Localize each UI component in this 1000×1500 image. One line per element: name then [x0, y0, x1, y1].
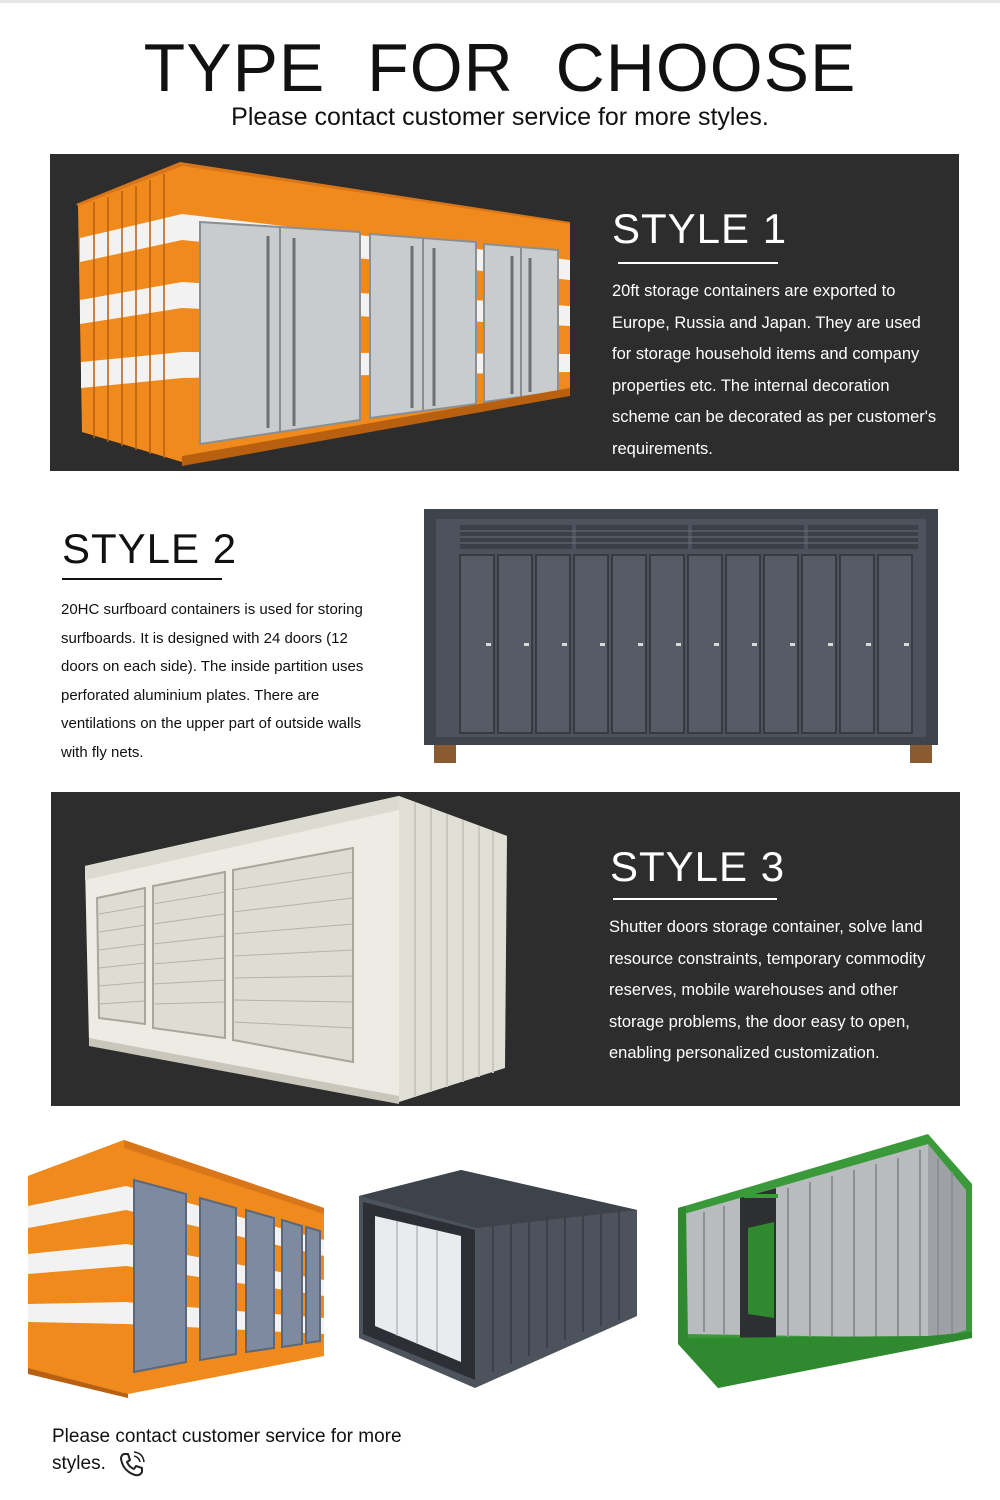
style-2-heading: STYLE 2 [62, 525, 238, 572]
orange-striped-door-container-icon [26, 1136, 326, 1398]
green-frame-container-icon [676, 1132, 974, 1390]
style-2-divider [62, 578, 222, 580]
dark-grey-open-container-icon [357, 1166, 639, 1390]
grey-locker-container-icon [420, 505, 940, 767]
style-1-panel [50, 154, 959, 471]
page-subtitle: Please contact customer service for more styles. [231, 103, 769, 131]
style-3-panel [51, 792, 960, 1106]
phone-icon [117, 1450, 147, 1478]
footer-contact [52, 1424, 412, 1478]
white-shutter-container-icon [81, 792, 511, 1106]
page-title: TYPE FOR CHOOSE [143, 30, 857, 106]
footer-contact-text: Please contact customer service for more styles. [52, 1426, 402, 1475]
top-divider [0, 0, 1000, 3]
style-3-heading: STYLE 3 [610, 843, 786, 890]
style-1-description: 20ft storage containers are exported to Europe, Russia and Japan. They are used for storage household items and company properties etc. The internal decoration scheme can be decorated as per customer's requirements. [612, 282, 937, 458]
style-3-description: Shutter doors storage container, solve land resource constraints, temporary commodity reserves, mobile warehouses and other storage problems, the door easy to open, enabling personalized customization. [609, 918, 926, 1062]
style-2-description: 20HC surfboard containers is used for storing surfboards. It is designed with 24 doors (12 doors on each side). The inside partition uses perforated aluminium plates. There are ventilations on the upper part of outside walls with fly nets. [61, 601, 364, 761]
style-3-divider [613, 898, 777, 900]
style-1-divider [618, 262, 778, 264]
orange-striped-storage-container-icon [72, 156, 572, 468]
style-1-heading: STYLE 1 [612, 205, 788, 252]
